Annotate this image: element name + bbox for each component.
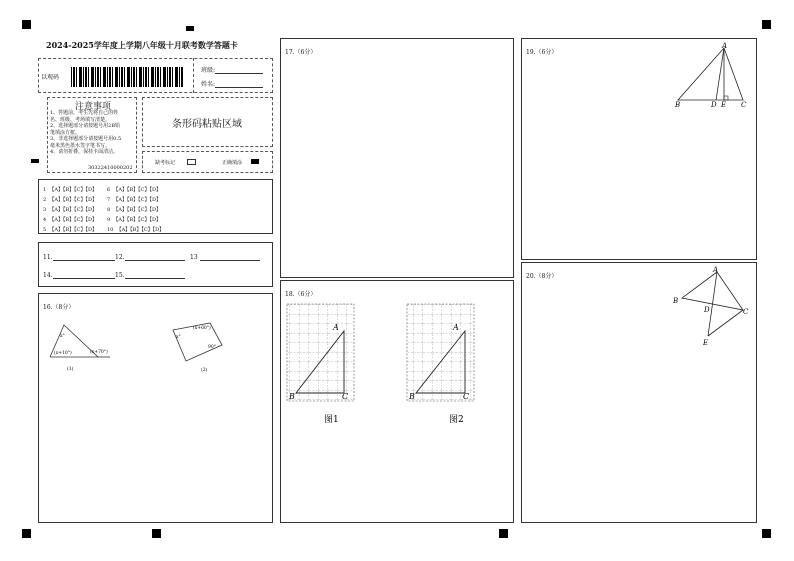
notes-code: 30322410000202 <box>88 165 133 171</box>
choice-row[interactable]: 9 【A】【B】【C】【D】 <box>107 217 161 223</box>
q18-point-label: B <box>409 392 415 401</box>
q16-figures <box>38 315 273 385</box>
notes-line: 3、非选择题部分请按题号用0.5 <box>50 136 122 142</box>
absent-mark-box[interactable] <box>187 159 196 165</box>
q19-point-label: E <box>721 101 727 109</box>
name-label: 姓名: <box>201 81 216 88</box>
q16-fig2-caption: (2) <box>201 368 208 373</box>
notes-line: 1、答题前，考生先将自己的姓 <box>50 110 119 116</box>
choice-row[interactable]: 10 【A】【B】【C】【D】 <box>107 227 165 233</box>
notes-title: 注意事项 <box>75 102 112 112</box>
q19-point-label: A <box>722 42 728 50</box>
student-barcode <box>71 67 183 87</box>
choice-left-column <box>43 185 97 235</box>
fill-blank-section <box>38 242 273 287</box>
notes-line: 笔填涂方框。 <box>50 129 81 136</box>
class-label: 班级: <box>201 67 216 74</box>
q20-label: 20.（8分） <box>526 273 558 280</box>
registration-mark <box>31 159 39 163</box>
name-field[interactable] <box>201 79 263 88</box>
blank-12[interactable]: 12. <box>115 252 185 261</box>
q16-fig1-angle: (x+10°) <box>54 351 72 356</box>
q20-point-label: D <box>704 306 710 314</box>
barcode-paste-label: 条形码粘贴区域 <box>172 119 242 130</box>
q16-fig1-angle: (x+70°) <box>90 350 108 355</box>
choice-row[interactable]: 5 【A】【B】【C】【D】 <box>43 227 97 233</box>
blank-11[interactable]: 11. <box>43 252 115 261</box>
q20-figure <box>668 264 754 350</box>
q20-point-label: E <box>703 339 709 347</box>
choice-right-column <box>107 185 164 235</box>
q19-figure <box>670 40 755 112</box>
q18-grid-figure-1 <box>287 304 354 425</box>
q16-fig2-angle: x° <box>176 335 181 340</box>
q16-fig1-caption: (1) <box>67 367 74 372</box>
blank-13[interactable]: 13 <box>190 252 260 261</box>
choice-row[interactable]: 7 【A】【B】【C】【D】 <box>107 197 161 203</box>
q16-fig1-angle: x° <box>60 334 65 339</box>
notes-line: 4、请勿折叠，保持卡面清洁。 <box>50 149 119 155</box>
q17-label: 17.（6分） <box>285 49 317 56</box>
notes-line: 2、选择题部分请按题号用2B铅 <box>50 123 121 129</box>
choice-row[interactable]: 6 【A】【B】【C】【D】 <box>107 187 161 193</box>
registration-mark <box>499 529 508 538</box>
blank-15[interactable]: 15. <box>115 270 185 279</box>
q16-label: 16.（8分） <box>43 304 75 311</box>
choice-row[interactable]: 3 【A】【B】【C】【D】 <box>43 207 97 213</box>
q16-fig2-angle: 90° <box>208 345 216 350</box>
q20-point-label: B <box>673 297 679 305</box>
choice-row[interactable]: 2 【A】【B】【C】【D】 <box>43 197 97 203</box>
q19-point-label: B <box>675 101 681 109</box>
q16-fig2-angle: (x+60°) <box>193 326 211 331</box>
q20-point-label: A <box>713 266 719 274</box>
q19-point-label: D <box>711 101 717 109</box>
q18-point-label: A <box>453 323 459 332</box>
q19-label: 19.（6分） <box>526 49 558 56</box>
q18-point-label: C <box>463 392 470 401</box>
registration-mark <box>152 529 161 538</box>
page-title: 2024-2025学年度上学期八年级十月联考数学答题卡 <box>46 40 238 50</box>
notes-lines <box>50 110 121 156</box>
q18-fig1-caption: 图1 <box>324 415 339 425</box>
q20-point-label: C <box>743 308 749 316</box>
choice-row[interactable]: 4 【A】【B】【C】【D】 <box>43 217 97 223</box>
q16-figure-1 <box>50 325 110 372</box>
registration-mark <box>762 20 771 29</box>
q18-point-label: B <box>289 392 295 401</box>
registration-mark <box>22 20 31 29</box>
registration-mark <box>186 26 194 31</box>
q18-figures <box>280 295 514 435</box>
q16-figure-2 <box>173 323 222 373</box>
q19-point-label: C <box>741 101 747 109</box>
registration-mark <box>762 529 771 538</box>
correct-fill-sample <box>251 159 259 164</box>
q18-fig2-caption: 图2 <box>449 415 464 425</box>
choice-row[interactable]: 8 【A】【B】【C】【D】 <box>107 207 161 213</box>
id-divider <box>193 58 194 93</box>
q18-grid-figure-2 <box>407 304 474 425</box>
class-field[interactable] <box>201 65 263 74</box>
student-id-label: 以观码 <box>41 74 60 81</box>
notes-line: 毫米黑色墨水签字笔书写。 <box>50 142 111 149</box>
correct-fill-label: 正确填涂 <box>222 160 243 166</box>
q18-point-label: A <box>333 323 339 332</box>
choice-row[interactable]: 1 【A】【B】【C】【D】 <box>43 187 97 193</box>
q18-point-label: C <box>342 392 349 401</box>
absent-mark-label: 缺考标记 <box>155 160 176 166</box>
q17-answer-area[interactable] <box>280 38 514 278</box>
blank-14[interactable]: 14. <box>43 270 115 279</box>
registration-mark <box>22 529 31 538</box>
q18-label: 18.（6分） <box>285 291 317 298</box>
notes-line: 名、班级、考场填写清楚。 <box>50 116 111 123</box>
